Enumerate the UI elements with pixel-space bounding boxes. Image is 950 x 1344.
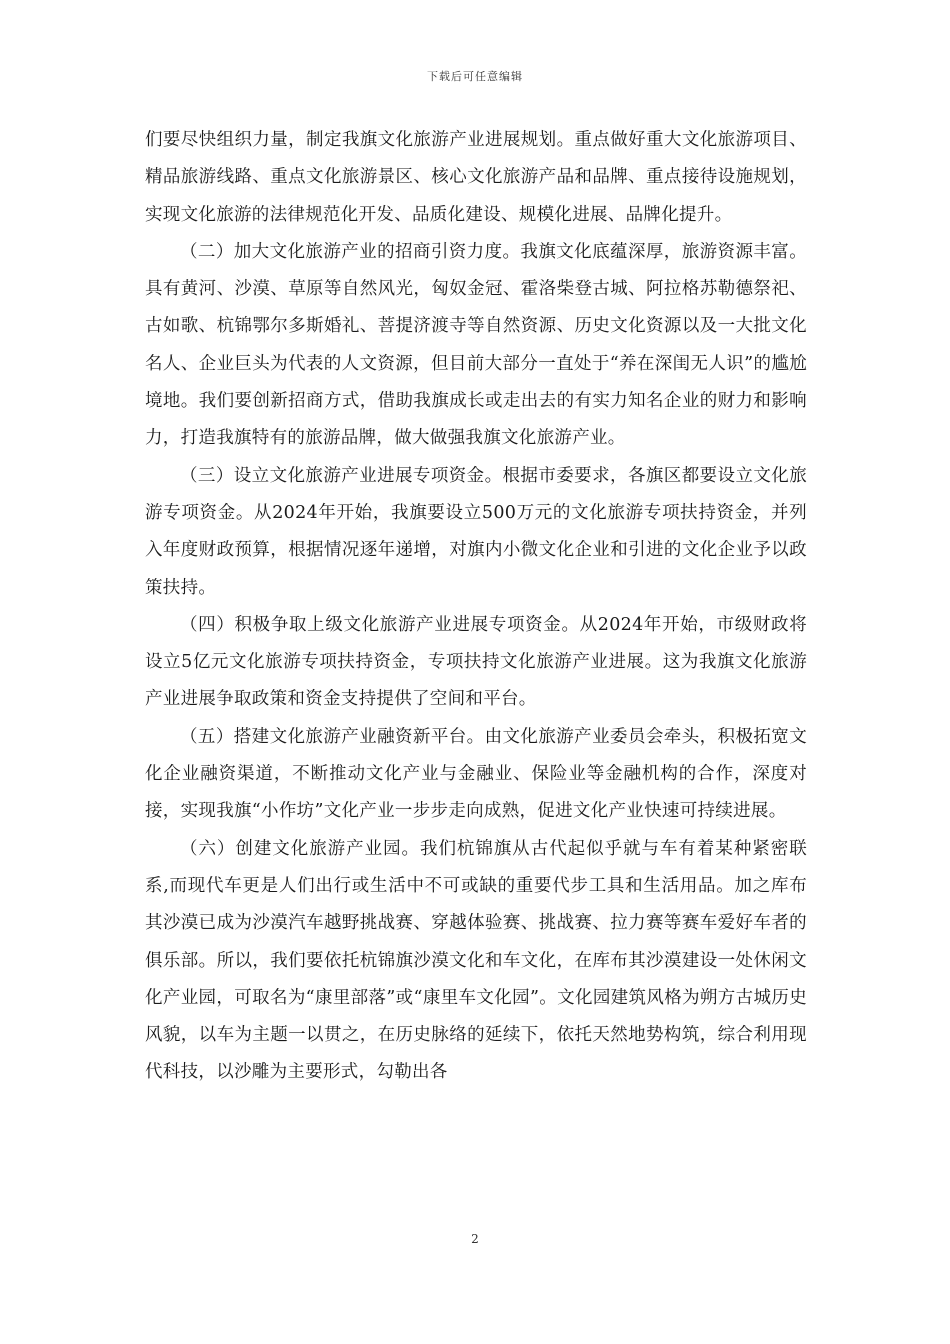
paragraph-section-5: （五）搭建文化旅游产业融资新平台。由文化旅游产业委员会牵头，积极拓宽文化企业融资渠道，不断推动文化产业与金融业、保险业等金融机构的合作，深度对接，实现我旗“小作坊”文化产业一步步走向成熟，促进文化产业快速可持续进展。 [145, 726, 807, 822]
paragraph-continuation: 们要尽快组织力量，制定我旗文化旅游产业进展规划。重点做好重大文化旅游项目、精品旅游线路、重点文化旅游景区、核心文化旅游产品和品牌、重点接待设施规划，实现文化旅游的法律规范化开发、品质化建设、规模化进展、品牌化提升。 [145, 130, 807, 225]
paragraph-section-2: （二）加大文化旅游产业的招商引资力度。我旗文化底蕴深厚，旅游资源丰富。具有黄河、沙漠、草原等自然风光，匈奴金冠、霍洛柴登古城、阿拉格苏勒德祭祀、古如歌、杭锦鄂尔多斯婚礼、菩提济渡寺等自然资源、历史文化资源以及一大批文化名人、企业巨头为代表的人文资源，但目前大部分一直处于“养在深闺无人识”的尴尬境地。我们要创新招商方式，借助我旗成长或走出去的有实力知名企业的财力和影响力，打造我旗特有的旅游品牌，做大做强我旗文化旅游产业。 [145, 241, 807, 449]
page-number: 2 [471, 1232, 479, 1246]
paragraph-section-4: （四）积极争取上级文化旅游产业进展专项资金。从2024年开始，市级财政将设立5亿元文化旅游专项扶持资金，专项扶持文化旅游产业进展。这为我旗文化旅游产业进展争取政策和资金支持提供了空间和平台。 [145, 614, 807, 710]
paragraph-section-3: （三）设立文化旅游产业进展专项资金。根据市委要求，各旗区都要设立文化旅游专项资金。从2024年开始，我旗要设立500万元的文化旅游专项扶持资金，并列入年度财政预算，根据情况逐年递增，对旗内小微文化企业和引进的文化企业予以政策扶持。 [145, 465, 807, 598]
page-header: 下载后可任意编辑 [427, 70, 523, 83]
paragraph-section-6: （六）创建文化旅游产业园。我们杭锦旗从古代起似乎就与车有着某种紧密联系,而现代车更是人们出行或生活中不可或缺的重要代步工具和生活用品。加之库布其沙漠已成为沙漠汽车越野挑战赛、穿越体验赛、挑战赛、拉力赛等赛车爱好车者的俱乐部。所以，我们要依托杭锦旗沙漠文化和车文化，在库布其沙漠建设一处休闲文化产业园，可取名为“康里部落”或“康里车文化园”。文化园建筑风格为朔方古城历史风貌，以车为主题一以贯之，在历史脉络的延续下，依托天然地势构筑，综合利用现代科技，以沙雕为主要形式，勾勒出各 [145, 838, 807, 1083]
document-body [145, 122, 807, 1092]
